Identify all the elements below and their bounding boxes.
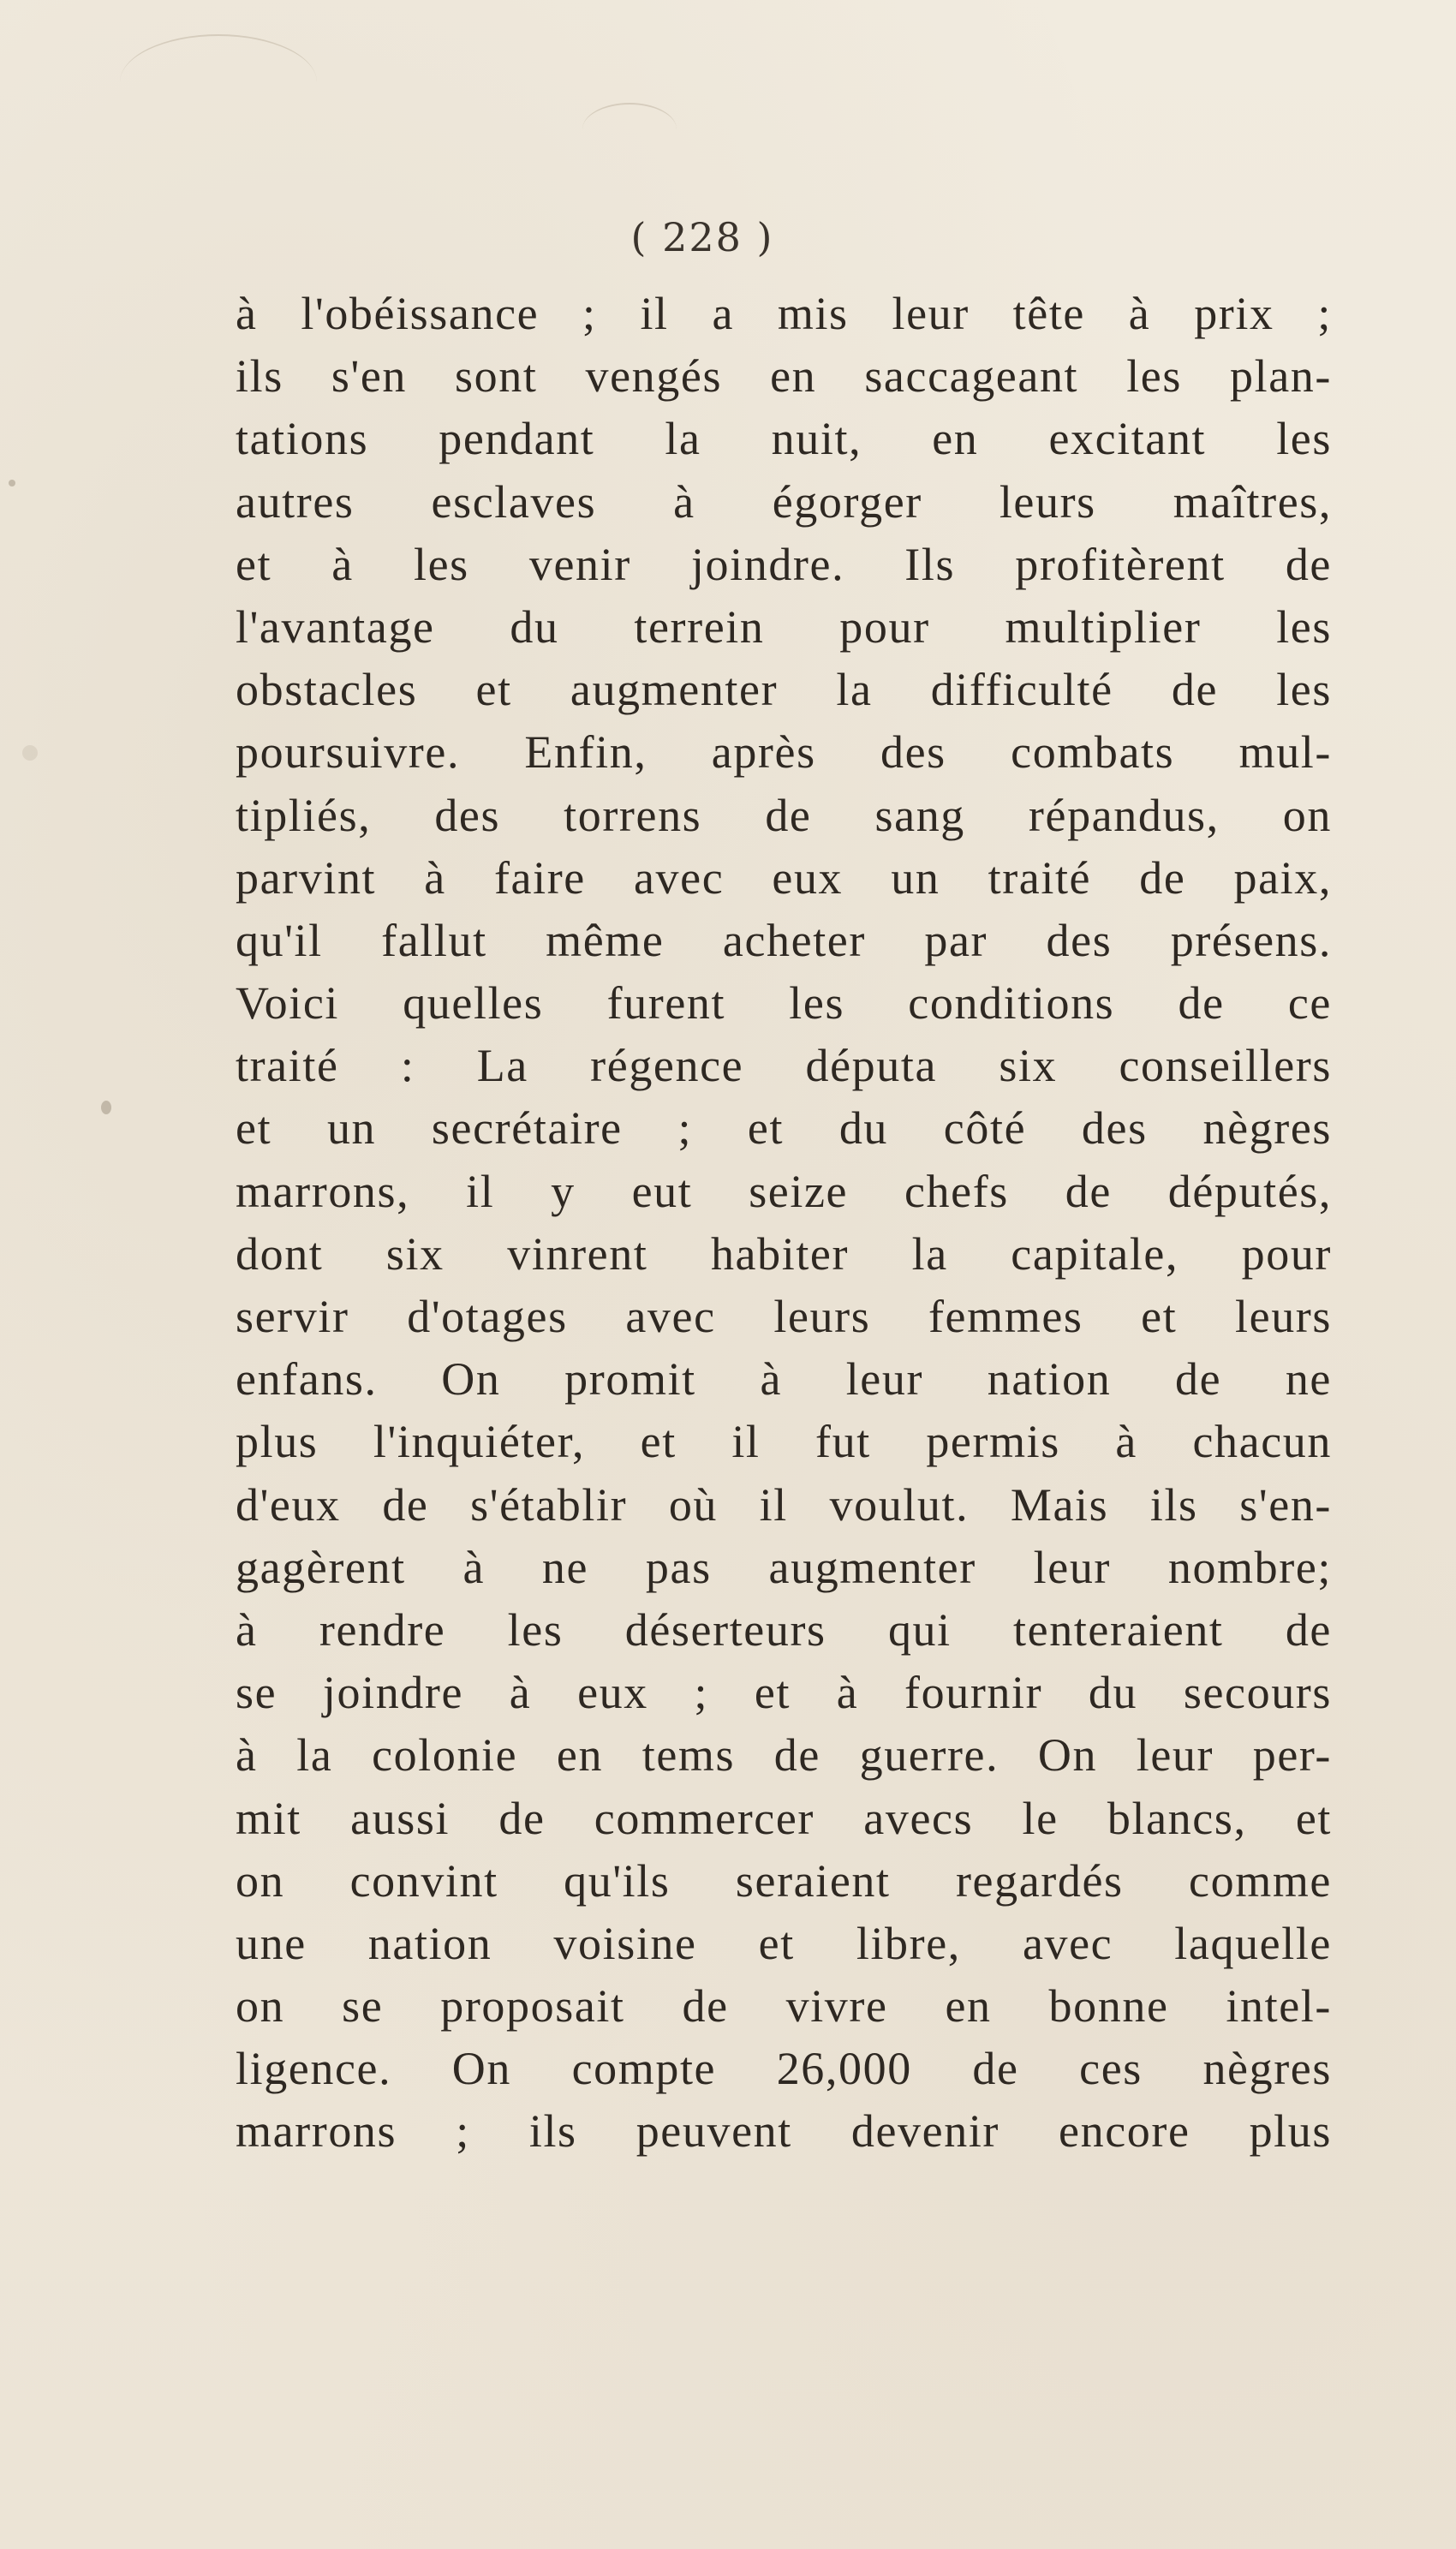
text-line: tations pendant la nuit, en excitant les: [236, 413, 1332, 465]
text-line: servir d'otages avec leurs femmes et leurs: [236, 1291, 1332, 1342]
text-line: enfans. On promit à leur nation de ne: [236, 1353, 1332, 1406]
paper-speck: [9, 480, 15, 487]
text-line: une nation voisine et libre, avec laquelle: [236, 1917, 1332, 1969]
text-line: plus l'inquiéter, et il fut permis à chacun: [236, 1416, 1332, 1468]
body-text: [236, 283, 1332, 2164]
text-line: ligence. On compte 26,000 de ces nègres: [236, 2043, 1332, 2095]
text-line: traité : La régence députa six conseillers: [236, 1040, 1332, 1092]
text-line: on se proposait de vivre en bonne intel-: [236, 1980, 1332, 2033]
text-line: obstacles et augmenter la difficulté de les: [236, 664, 1332, 716]
text-line: marrons ; ils peuvent devenir encore plus: [236, 2105, 1332, 2158]
text-line: mit aussi de commercer avecs le blancs, et: [236, 1792, 1332, 1844]
text-line: on convint qu'ils seraient regardés comme: [236, 1854, 1332, 1907]
text-line: marrons, il y eut seize chefs de députés,: [236, 1165, 1332, 1217]
paper-speck: [101, 1101, 111, 1114]
text-line: parvint à faire avec eux un traité de paix,: [236, 851, 1332, 904]
text-line: autres esclaves à égorger leurs maîtres,: [236, 475, 1332, 528]
paper-crease: [582, 103, 677, 156]
text-line: et à les venir joindre. Ils profitèrent de: [236, 538, 1332, 590]
text-line: ils s'en sont vengés en saccageant les plan-: [236, 350, 1332, 403]
text-line: à la colonie en tems de guerre. On leur per-: [236, 1729, 1332, 1782]
text-line: d'eux de s'établir où il voulut. Mais ils s'en-: [236, 1478, 1332, 1531]
text-line: tipliés, des torrens de sang répandus, on: [236, 789, 1332, 841]
page-number: ( 228 ): [630, 214, 774, 260]
paper-crease: [120, 34, 317, 130]
text-line: et un secrétaire ; et du côté des nègres: [236, 1102, 1332, 1155]
text-line: gagèrent à ne pas augmenter leur nombre;: [236, 1541, 1332, 1593]
text-line: à l'obéissance ; il a mis leur tête à prix ;: [236, 288, 1332, 339]
paper-speck: [22, 745, 38, 761]
text-line: poursuivre. Enfin, après des combats mul-: [236, 726, 1332, 779]
text-line: Voici quelles furent les conditions de ce: [236, 977, 1332, 1030]
text-line: dont six vinrent habiter la capitale, pour: [236, 1227, 1332, 1280]
text-line: se joindre à eux ; et à fournir du secours: [236, 1667, 1332, 1719]
text-line: l'avantage du terrein pour multiplier les: [236, 600, 1332, 653]
text-line: à rendre les déserteurs qui tenteraient de: [236, 1603, 1332, 1656]
text-line: qu'il fallut même acheter par des présens.: [236, 914, 1332, 966]
